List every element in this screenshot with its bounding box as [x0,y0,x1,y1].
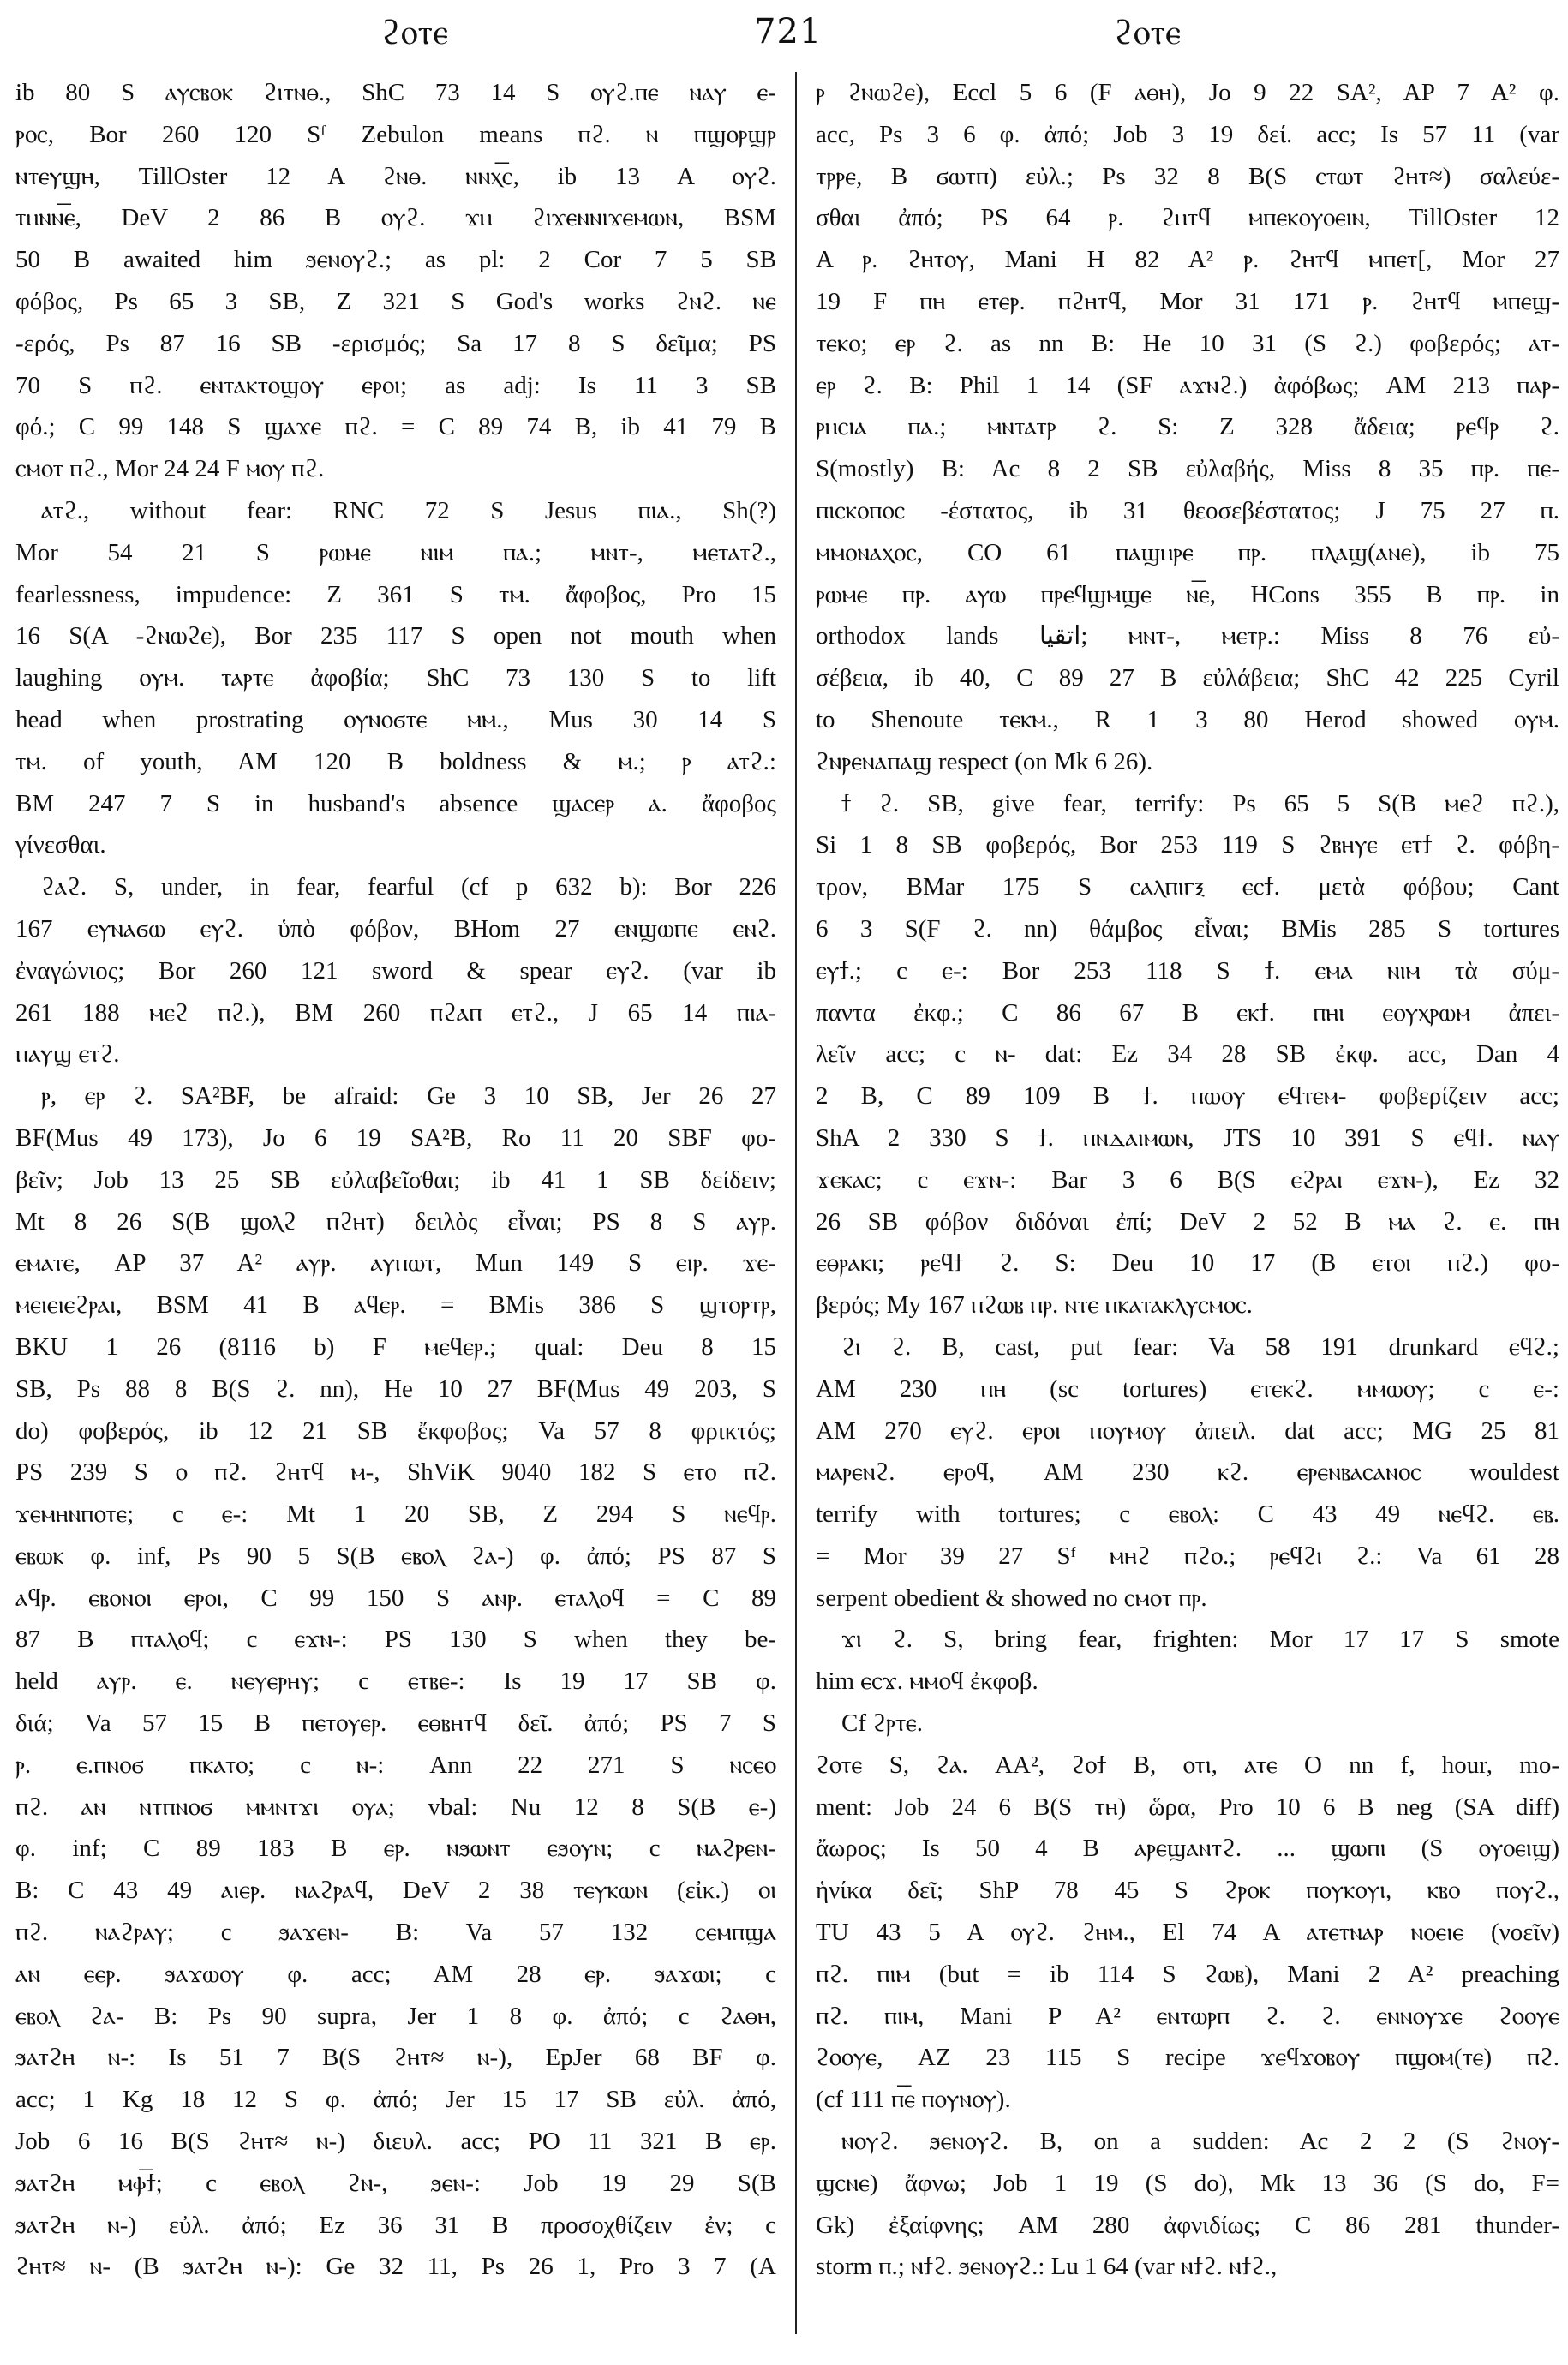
entry-line: fearlessness, impudence: Z 361 S ⲧⲙ. ἄφοβος, Pro 15 [15,580,776,608]
entry-line: PS 239 S ⲟ ⲡϩ. ϩⲏⲧϥ ⲙ-, ShViK 9040 182 S ⲉⲧⲟ ⲡϩ. [15,1458,776,1487]
entry-line: acc; 1 Kg 18 12 S φ. ἀπό; Jer 15 17 SB εὐλ. ἀπό, [15,2086,776,2114]
entry-line: ⲡϩ. ⲡⲓⲙ, Mani P A² ⲉⲛⲧⲱⲣⲡ ϩ. ϩ. ⲉⲛⲛⲟⲩϫⲉ ϩⲟⲟⲩⲉ [816,2002,1559,2030]
entry-line: παντα ἐκφ.; C 86 67 B ⲉⲕϯ. ⲡⲏⲓ ⲉⲟⲩⲭⲣⲱⲙ ἀπει- [816,998,1559,1027]
entry-line: Cf ϩⲣⲧⲉ. [841,1709,924,1738]
entry-line: ⲙⲉⲓⲉⲓⲉϩⲣⲁⲓ, BSM 41 B ⲁϥⲉⲣ. = BMis 386 S ϣⲧⲟⲣⲧⲣ, [15,1291,776,1320]
page-header [0,9,1568,60]
entry-line: Si 1 8 SB φοβερός, Bor 253 119 S ϩⲃⲏⲩⲉ ⲉⲧϯ ϩ. φόβη- [816,831,1559,859]
entry-line: ϫⲓ ϩ. S, bring fear, frighten: Mor 17 17 S smote [841,1626,1559,1654]
entry-line: ϩⲟⲟⲩⲉ, AZ 23 115 S recipe ϫⲉϥϫⲟⲃⲟⲩ ⲡϣⲟⲙ(ⲧⲉ) ⲡϩ. [816,2044,1559,2072]
page-number: 721 [754,12,823,51]
entry-line: -ερός, Ps 87 16 SB -ερισμός; Sa 17 8 S δεῖμα; PS [15,329,776,357]
entry-line: ⲡϩ. ⲛⲁϩⲣⲁⲩ; c ϧⲁϫⲉⲛ- B: Va 57 132 ⲥⲉⲙⲡϣⲁ [15,1919,776,1947]
entry-line: ⲣ, ⲉⲣ ϩ. SA²BF, be afraid: Ge 3 10 SB, Jer 26 27 [41,1082,776,1111]
entry-line: γίνεσθαι. [15,831,106,859]
entry-line: BF(Mus 49 173), Jo 6 19 SA²B, Ro 11 20 SBF φο- [15,1123,776,1152]
entry-line: 16 S(A -ϩⲛⲱϩⲉ), Bor 235 117 S open not mouth when [15,622,776,650]
entry-line: do) φοβερός, ib 12 21 SB ἔκφοβος; Va 57 8 φρικτός; [15,1416,776,1445]
entry-line: ⲉⲣ ϩ. B: Phil 1 14 (SF ⲁϫⲛϩ.) ἀφόβως; AM 213 ⲡⲁⲣ- [816,371,1559,399]
entry-line: ⲁϥⲣ. ⲉⲃⲟⲛⲟⲓ ⲉⲣⲟⲓ, C 99 150 S ⲁⲛⲣ. ⲉⲧⲁⲗⲟϥ = C 89 [15,1584,776,1612]
entry-line: ⲣ. ⲉ.ⲡⲛⲟϭ ⲡⲕⲁⲧⲟ; c ⲛ-: Ann 22 271 S ⲛⲥⲉⲟ [15,1751,776,1779]
entry-line: serpent obedient & showed no ⲥⲙⲟⲧ ⲡⲣ. [816,1584,1207,1612]
entry-line: διά; Va 57 15 B ⲡⲉⲧⲟⲩⲉⲣ. ⲉⲑⲃⲏⲧϥ δεῖ. ἀπό; PS 7 S [15,1709,776,1738]
entry-line: storm ⲡ.; ⲛϯϩ. ϧⲉⲛⲟⲩϩ.: Lu 1 64 (var ⲛϯϩ. ⲛϯϩ., [816,2253,1278,2281]
entry-line: to Shenoute ⲧⲉⲕⲙ., R 1 3 80 Herod showed ⲟⲩⲙ. [816,705,1559,733]
entry-line: 2 B, C 89 109 B ϯ. ⲡⲱⲟⲩ ⲉϥⲧⲉⲙ- φοβερίζειν acc; [816,1082,1559,1111]
running-head-right: ϩⲟⲧⲉ [1114,13,1182,52]
entry-line: φόβος, Ps 65 3 SB, Z 321 S God's works ϩⲛϩ. ⲛⲉ [15,287,776,315]
entry-line: ⲥⲙⲟⲧ ⲡϩ., Mor 24 24 F ⲙⲟⲩ ⲡϩ. [15,455,325,483]
entry-line: βεῖν; Job 13 25 SB εὐλαβεῖσθαι; ib 41 1 SB δείδειν; [15,1165,776,1194]
entry-line: φ. inf; C 89 183 B ⲉⲣ. ⲛϧⲱⲛⲧ ⲉϧⲟⲩⲛ; c ⲛⲁϩⲣⲉⲛ- [15,1835,776,1863]
entry-line: head when prostrating ⲟⲩⲛⲟϭⲧⲉ ⲙⲙ., Mus 30 14 S [15,705,776,733]
entry-line: ϣⲥⲛⲉ) ἄφνω; Job 1 19 (S do), Mk 13 36 (S do, F= [816,2169,1559,2197]
entry-line: ⲁⲛ ⲉⲉⲣ. ϧⲁϫⲱⲟⲩ φ. acc; AM 28 ⲉⲣ. ϧⲁϫⲱⲓ; c [15,1960,776,1988]
entry-line: ⲡⲁⲩϣ ⲉⲧϩ. [15,1040,120,1069]
entry-line: ἐναγώνιος; Bor 260 121 sword & spear ⲉⲩϩ. (var ib [15,956,776,985]
entry-line: BKU 1 26 (8116 b) F ⲙⲉϥⲉⲣ.; qual: Deu 8 15 [15,1332,776,1361]
entry-line: ϧⲁⲧϩⲏ ⲛ-: Is 51 7 B(S ϩⲏⲧ≈ ⲛ-), EpJer 68 BF φ. [15,2044,776,2072]
entry-line: Gk) ἐξαίφνης; AM 280 ἀφνιδίως; C 86 281 thunder- [816,2211,1559,2239]
entry-line: ϩⲏⲧ≈ ⲛ- (B ϧⲁⲧϩⲏ ⲛ-): Ge 32 11, Ps 26 1, Pro 3 7 (A [15,2253,776,2281]
entry-line: SB, Ps 88 8 B(S ϩ. nn), He 10 27 BF(Mus 49 203, S [15,1374,776,1403]
entry-line: ϧⲁⲧϩⲏ ⲛ-) εὐλ. ἀπό; Ez 36 31 B προσοχθίζειν ἐν; c [15,2211,776,2239]
entry-line: 19 F ⲡⲏ ⲉⲧⲉⲣ. ⲡϩⲏⲧϥ, Mor 31 171 ⲣ. ϩⲏⲧϥ ⲙⲡⲉϣ- [816,287,1559,315]
entry-line: AM 270 ⲉⲩϩ. ⲉⲣⲟⲓ ⲡⲟⲩⲙⲟⲩ ἀπειλ. dat acc; MG 25 81 [816,1416,1559,1445]
entry-line: ⲉⲑⲣⲁⲕⲓ; ⲣⲉϥϯ ϩ. S: Deu 10 17 (B ⲉⲧⲟⲓ ⲡϩ.) φο- [816,1249,1559,1278]
entry-line: A ⲣ. ϩⲏⲧⲟⲩ, Mani H 82 A² ⲣ. ϩⲏⲧϥ ⲙⲡⲉⲧ[, Mor 27 [816,246,1559,274]
entry-line: ⲛⲧⲉⲩϣⲏ, TillOster 12 A ϩⲛⲑ. ⲛⲛⲭ͞ⲥ, ib 13 A ⲟⲩϩ. [15,162,776,190]
entry-line: (cf 111 ⲡ͞ⲉ ⲡⲟⲩⲛⲟⲩ). [816,2086,1011,2114]
entry-line: ⲙⲙⲟⲛⲁⲭⲟⲥ, CO 61 ⲡⲁϣⲏⲣⲉ ⲡⲣ. ⲡⲗⲁϣ(ⲁⲛⲉ), ib 75 [816,538,1559,566]
entry-line: ⲁⲧϩ., without fear: RNC 72 S Jesus ⲡⲓⲁ., Sh(?) [41,496,776,524]
entry-line: ϫⲉⲕⲁⲥ; c ⲉϫⲛ-: Bar 3 6 B(S ⲉϩⲣⲁⲓ ⲉϫⲛ-), Ez 32 [816,1165,1559,1194]
entry-line: him ⲉⲥϫ. ⲙⲙⲟϥ ἐκφοβ. [816,1667,1038,1696]
entry-line: σθαι ἀπό; PS 64 ⲣ. ϩⲏⲧϥ ⲙⲡⲉⲕⲟⲩⲟⲉⲓⲛ, TillOster 12 [816,204,1559,232]
entry-line: 50 B awaited him ϧⲉⲛⲟⲩϩ.; as pl: 2 Cor 7 5 SB [15,246,776,274]
entry-line: 26 SB φόβον διδόναι ἐπί; DeV 2 52 B ⲙⲁ ϩ. ⲉ. ⲡⲏ [816,1207,1559,1236]
entry-line: ϧⲁⲧϩⲏ ⲙⲫ͞ϯ; c ⲉⲃⲟⲗ ϩⲛ-, ϧⲉⲛ-: Job 19 29 S(B [15,2169,776,2197]
entry-line: BM 247 7 S in husband's absence ϣⲁⲥⲉⲣ ⲁ. ἄφοβος [15,789,776,817]
entry-line: terrify with tortures; c ⲉⲃⲟⲗ: C 43 49 ⲛⲉϥϩ. ⲉⲃ. [816,1500,1559,1529]
entry-line: ἡνίκα δεῖ; ShP 78 45 S ϩⲣⲟⲕ ⲡⲟⲩⲕⲟⲩⲓ, ⲕⲃⲟ ⲡⲟⲩϩ., [816,1877,1559,1905]
entry-line: = Mor 39 27 Sᶠ ⲙⲏϩ ⲡϩⲟ.; ⲣⲉϥϩⲓ ϩ.: Va 61 28 [816,1542,1559,1570]
entry-line: σέβεια, ib 40, C 89 27 B εὐλάβεια; ShC 42 225 Cyril [816,664,1559,692]
entry-line: ShA 2 330 S ϯ. ⲡⲛⲇⲁⲓⲙⲱⲛ, JTS 10 391 S ⲉϥϯ. ⲛⲁⲩ [816,1123,1559,1152]
entry-line: ⲡϩ. ⲡⲓⲙ (but = ib 114 S ϩⲱⲃ), Mani 2 A² preaching [816,1960,1559,1988]
column-divider [795,72,797,2334]
entry-line: S(mostly) B: Ac 8 2 SB εὐλαβής, Miss 8 35 ⲡⲣ. ⲡⲉ- [816,455,1559,483]
entry-line: ϩⲛⲣⲉⲛⲁⲡⲁϣ respect (on Mk 6 26). [816,747,1153,775]
entry-line: φό.; C 99 148 S ϣⲁϫⲉ ⲡϩ. = C 89 74 B, ib 41 79 B [15,413,776,441]
entry-line: Mor 54 21 S ⲣⲱⲙⲉ ⲛⲓⲙ ⲡⲁ.; ⲙⲛⲧ-, ⲙⲉⲧⲁⲧϩ., [15,538,776,566]
entry-line: held ⲁⲩⲣ. ⲉ. ⲛⲉⲩⲉⲣⲏⲩ; c ⲉⲧⲃⲉ-: Is 19 17 SB φ. [15,1667,776,1696]
entry-line: laughing ⲟⲩⲙ. ⲧⲁⲣⲧⲉ ἀφοβία; ShC 73 130 S to lift [15,664,776,692]
entry-line: τρον, BMar 175 S ⲥⲁⲗⲡⲓⲅⲝ ⲉⲥϯ. μετὰ φόβου; Cant [816,873,1559,901]
entry-line: ⲧⲏⲛⲛ͞ⲉ, DeV 2 86 B ⲟⲩϩ. ϫⲏ ϩⲓϫⲉⲛⲛⲓϫⲉⲙⲱⲛ, BSM [15,204,776,232]
entry-line: ⲣ ϩⲛⲱϩⲉ), Eccl 5 6 (F ⲁⲑⲏ), Jo 9 22 SA², AP 7 A² φ. [816,79,1559,106]
entry-line: ⲡⲓⲥⲕⲟⲡⲟⲥ -έστατος, ib 31 θεοσεβέστατος; J 75 27 ⲡ. [816,496,1559,524]
entry-line: AM 230 ⲡⲏ (sc tortures) ⲉⲧⲉⲕϩ. ⲙⲙⲱⲟⲩ; c ⲉ-: [816,1374,1559,1403]
left-column [15,72,776,2343]
entry-line: acc, Ps 3 6 φ. ἀπό; Job 3 19 δεί. acc; Is 57 11 (var [816,120,1559,148]
entry-line: λεῖν acc; c ⲛ- dat: Ez 34 28 SB ἐκφ. acc, Dan 4 [816,1040,1559,1069]
entry-line: 6 3 S(F ϩ. nn) θάμβος εἶναι; BMis 285 S tortures [816,914,1559,943]
entry-line: ϩⲓ ϩ. B, cast, put fear: Va 58 191 drunkard ⲉϥϩ.; [841,1332,1559,1361]
entry-line: 70 S ⲡϩ. ⲉⲛⲧⲁⲕⲧⲟϣⲟⲩ ⲉⲣⲟⲓ; as adj: Is 11 3 SB [15,371,776,399]
entry-line: ⲙⲁⲣⲉⲛϩ. ⲉⲣⲟϥ, AM 230 ⲕϩ. ⲉⲣⲉⲛⲃⲁⲥⲁⲛⲟⲥ wouldest [816,1458,1559,1487]
entry-line: ϩⲁϩ. S, under, in fear, fearful (cf p 632 b): Bor 226 [41,873,776,901]
entry-line: ⲣⲏⲥⲓⲁ ⲡⲁ.; ⲙⲛⲧⲁⲧⲣ ϩ. S: Z 328 ἄδεια; ⲣⲉϥⲣ ϩ. [816,413,1559,441]
entry-line: B: C 43 49 ⲁⲓⲉⲣ. ⲛⲁϩⲣⲁϥ, DeV 2 38 ⲧⲉⲩⲕⲱⲛ (εἰκ.) ⲟⲓ [15,1877,776,1905]
entry-line: 87 B ⲡⲧⲁⲗⲟϥ; c ⲉϫⲛ-: PS 130 S when they be- [15,1626,776,1654]
entry-line: ment: Job 24 6 B(S ⲧⲏ) ὥρα, Pro 10 6 B neg (SA diff) [816,1793,1559,1821]
entry-line: ϩⲟⲧⲉ S, ϩⲁ. AA², ϩⲟϯ B, ⲟⲧⲓ, ⲁⲧⲉ O nn f, hour, mo- [816,1751,1559,1779]
entry-line: orthodox lands اتقيا; ⲙⲛⲧ-, ⲙⲉⲧⲣ.: Miss 8 76 εὐ- [816,622,1559,650]
entry-line: 261 188 ⲙⲉϩ ⲡϩ.), BM 260 ⲡϩⲁⲡ ⲉⲧϩ., J 65 14 ⲡⲓⲁ- [15,998,776,1027]
entry-line: ⲣⲟⲥ, Bor 260 120 Sᶠ Zebulon means ⲡϩ. ⲛ ⲡϣⲟⲣϣⲣ [15,120,776,148]
running-head-left: ϩⲟⲧⲉ [381,13,450,52]
entry-line: ϫⲉⲙⲏⲛⲡⲟⲧⲉ; c ⲉ-: Mt 1 20 SB, Z 294 S ⲛⲉϥⲣ. [15,1500,776,1529]
entry-line: ⲡϩ. ⲁⲛ ⲛⲧⲡⲛⲟϭ ⲙⲙⲛⲧϫⲓ ⲟⲩⲁ; vbal: Nu 12 8 S(B ⲉ-) [15,1793,776,1821]
entry-line: ⲛⲟⲩϩ. ϧⲉⲛⲟⲩϩ. B, on a sudden: Ac 2 2 (S ϩⲛⲟⲩ- [841,2128,1559,2156]
entry-line: ⲣⲱⲙⲉ ⲡⲣ. ⲁⲩⲱ ⲡⲣⲉϥϣⲙϣⲉ ⲛ͞ⲉ, HCons 355 B ⲡⲣ. in [816,580,1559,608]
entry-line: ⲉⲃⲱⲕ φ. inf, Ps 90 5 S(B ⲉⲃⲟⲗ ϩⲁ-) φ. ἀπό; PS 87 S [15,1542,776,1570]
entry-line: ⲉⲃⲟⲗ ϩⲁ- B: Ps 90 supra, Jer 1 8 φ. ἀπό; c ϩⲁⲑⲏ, [15,2002,776,2030]
entry-line: Job 6 16 B(S ϩⲏⲧ≈ ⲛ-) διευλ. acc; PO 11 321 B ⲉⲣ. [15,2128,776,2156]
entry-line: Mt 8 26 S(B ϣⲟⲗϩ ⲡϩⲏⲧ) δειλὸς εἶναι; PS 8 S ⲁⲩⲣ. [15,1207,776,1236]
entry-line: βερός; My 167 ⲡϩⲱⲃ ⲡⲣ. ⲛⲧⲉ ⲡⲕⲁⲧⲁⲕⲗⲩⲥⲙⲟⲥ. [816,1291,1253,1320]
entry-line: ⲉⲩϯ.; c ⲉ-: Bor 253 118 S ϯ. ⲉⲙⲁ ⲛⲓⲙ τὰ σύμ- [816,956,1559,985]
entry-line: ἄωρος; Is 50 4 B ⲁⲣⲉϣⲁⲛⲧϩ. ... ϣⲱⲡⲓ (S ⲟⲩⲟⲉⲓϣ) [816,1835,1559,1863]
entry-line: ϯ ϩ. SB, give fear, terrify: Ps 65 5 S(B ⲙⲉϩ ⲡϩ.), [841,789,1559,817]
right-column [816,72,1559,2343]
entry-line: ib 80 S ⲁⲩⲥⲃⲟⲕ ϩⲓⲧⲛⲑ., ShC 73 14 S ⲟⲩϩ.ⲡⲉ ⲛⲁⲩ ⲉ- [15,79,776,106]
entry-line: ⲧⲉⲕⲟ; ⲉⲣ ϩ. as nn B: He 10 31 (S ϩ.) φοβερός; ⲁⲧ- [816,329,1559,357]
entry-line: ⲉⲙⲁⲧⲉ, AP 37 A² ⲁⲩⲣ. ⲁⲩⲡⲱⲧ, Mun 149 S ⲉⲓⲣ. ϫⲉ- [15,1249,776,1278]
entry-line: ⲧⲙ. of youth, AM 120 B boldness & ⲙ.; ⲣ ⲁⲧϩ.: [15,747,776,775]
entry-line: TU 43 5 A ⲟⲩϩ. ϩⲏⲙ., El 74 A ⲁⲧⲉⲧⲛⲁⲣ ⲛⲟⲉⲓⲉ (νοεῖν) [816,1919,1559,1947]
entry-line: 167 ⲉⲩⲛⲁϭⲱ ⲉⲩϩ. ὑπὸ φόβον, BHom 27 ⲉⲛϣⲱⲡⲉ ⲉⲛϩ. [15,914,776,943]
entry-line: ⲧⲣⲣⲉ, B ϭⲱⲧⲡ) εὐλ.; Ps 32 8 B(S ⲥⲧⲱⲧ ϩⲏⲧ≈) σαλεύε- [816,162,1559,190]
